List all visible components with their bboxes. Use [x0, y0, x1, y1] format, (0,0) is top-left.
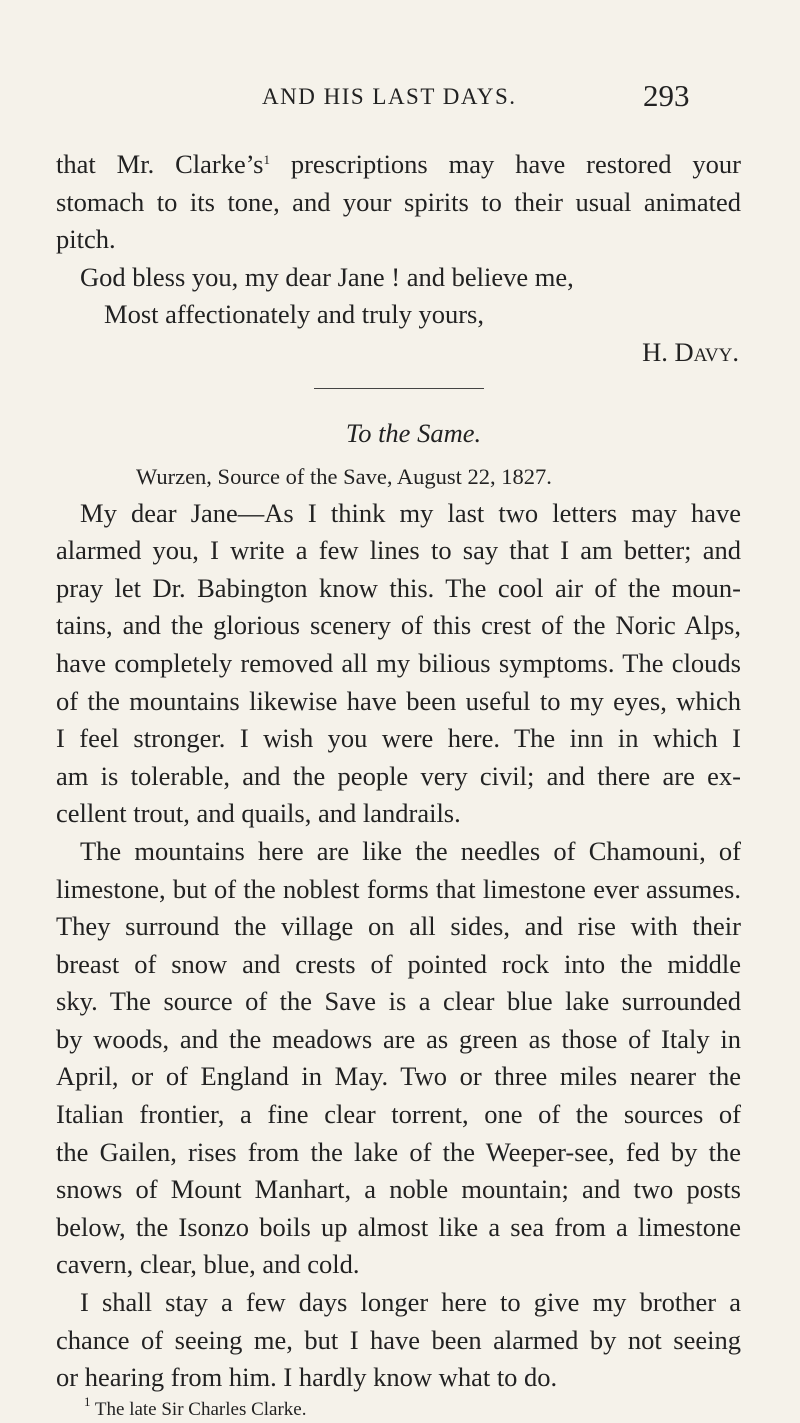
letter2-line: My dear Jane—As I think my last two letters may have [80, 497, 741, 528]
footnote-ref: 1 [263, 152, 270, 167]
letter2-line: snows of Mount Manhart, a noble mountain; and two posts [56, 1174, 741, 1205]
letter2-line: cellent trout, and quails, and landrails. [56, 798, 461, 829]
page-number: 293 [643, 78, 690, 113]
letter2-line: I shall stay a few days longer here to give my brother a [80, 1287, 741, 1318]
letter1-line-2: stomach to its tone, and your spirits to their usual animated [56, 186, 741, 217]
letter2-line: The mountains here are like the needles of Chamouni, of [80, 835, 741, 866]
letter2-line: sky. The source of the Save is a clear blue lake surrounded [56, 986, 741, 1017]
running-head: AND HIS LAST DAYS. [262, 84, 517, 109]
letter1-line-3: pitch. [56, 224, 116, 255]
footnote [56, 1393, 741, 1423]
letter2-line: am is tolerable, and the people very civil; and there are ex- [56, 760, 741, 791]
page-body [56, 146, 741, 1423]
letter2-line: the Gailen, rises from the lake of the Weeper-see, fed by the [56, 1136, 741, 1167]
letter2-line: April, or of England in May. Two or three miles nearer the [56, 1061, 741, 1092]
letter2-line: below, the Isonzo boils up almost like a sea from a limestone [56, 1211, 741, 1242]
letter1-signature: H. Davy. [642, 336, 739, 367]
letter1-line-1: that Mr. $Clarke’s^1$ prescriptions may have restored your [56, 149, 741, 179]
letter2-title: To the Same. [345, 417, 482, 448]
page-header [0, 78, 800, 124]
footnote-text: The late Sir Charles Clarke. [90, 1398, 307, 1420]
letter2-line: They surround the village on all sides, and rise with their [56, 911, 741, 942]
letter2-line: tains, and the glorious scenery of this crest of the Noric Alps, [56, 610, 741, 641]
letter2-line: limestone, but of the noblest forms that limestone ever assumes. [56, 873, 741, 904]
letter2-line: alarmed you, I write a few lines to say that I am better; and [56, 535, 741, 566]
letter1-closing: Most affectionately and truly yours, [104, 299, 484, 330]
footnote-marker: 1 [84, 1393, 91, 1409]
letter2-line: Italian frontier, a fine clear torrent, one of the sources of [56, 1099, 741, 1130]
letter2-line: have completely removed all my bilious symptoms. The clouds [56, 647, 741, 678]
letter2-line: by woods, and the meadows are as green as those of Italy in [56, 1023, 741, 1054]
letter2-line: pray let Dr. Babington know this. The cool air of the moun- [56, 572, 741, 603]
letter2-line: chance of seeing me, but I have been alarmed by not seeing [56, 1324, 741, 1355]
letter2-line: breast of snow and crests of pointed rock into the middle [56, 948, 741, 979]
letter2-body [56, 495, 741, 1397]
letter2-line: of the mountains likewise have been useful to my eyes, which [56, 685, 741, 716]
letter2-dateline: Wurzen, Source of the Save, August 22, 1827. [136, 463, 552, 489]
letter1-line-4: God bless you, my dear Jane ! and believe me, [80, 261, 574, 292]
letter2-line: or hearing from him. I hardly know what to do. [56, 1362, 558, 1393]
letter2-line: cavern, clear, blue, and cold. [56, 1249, 360, 1280]
section-divider [314, 388, 484, 389]
letter2-line: I feel stronger. I wish you were here. The inn in which I [56, 723, 741, 754]
